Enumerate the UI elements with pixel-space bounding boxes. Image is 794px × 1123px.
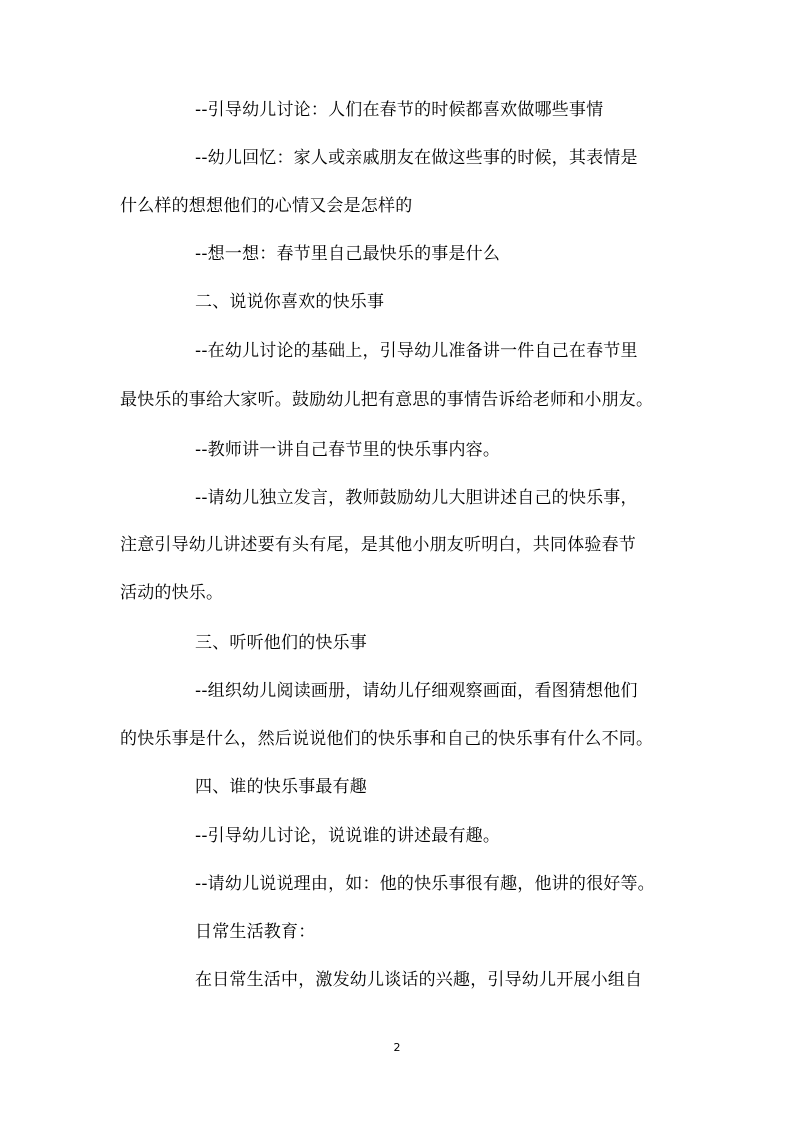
paragraph-line: --引导幼儿讨论：人们在春节的时候都喜欢做哪些事情 [195, 100, 604, 120]
section-heading: 日常生活教育： [195, 922, 316, 942]
paragraph-line: --想一想：春节里自己最快乐的事是什么 [195, 244, 501, 264]
paragraph-line: --在幼儿讨论的基础上，引导幼儿准备讲一件自己在春节里 [195, 341, 638, 361]
paragraph-line: 在日常生活中，激发幼儿谈话的兴趣，引导幼儿开展小组自 [195, 970, 643, 990]
paragraph-line: 什么样的想想他们的心情又会是怎样的 [120, 196, 413, 216]
paragraph-line: --教师讲一讲自己春节里的快乐事内容。 [195, 440, 501, 460]
paragraph-line: 活动的快乐。 [120, 583, 224, 603]
paragraph-line: 最快乐的事给大家听。鼓励幼儿把有意思的事情告诉给老师和小朋友。 [120, 390, 654, 410]
paragraph-line: --请幼儿独立发言，教师鼓励幼儿大胆讲述自己的快乐事， [195, 488, 638, 508]
paragraph-line: 的快乐事是什么，然后说说他们的快乐事和自己的快乐事有什么不同。 [120, 729, 654, 749]
paragraph-line: --请幼儿说说理由，如：他的快乐事很有趣，他讲的很好等。 [195, 874, 655, 894]
paragraph-line: --引导幼儿讨论，说说谁的讲述最有趣。 [195, 826, 501, 846]
paragraph-line: --组织幼儿阅读画册，请幼儿仔细观察画面，看图猜想他们 [195, 681, 638, 701]
paragraph-line: 注意引导幼儿讲述要有头有尾，是其他小朋友听明白，共同体验春节 [120, 535, 636, 555]
page-number: 2 [393, 1041, 401, 1054]
section-heading: 二、说说你喜欢的快乐事 [195, 292, 385, 312]
section-heading: 四、谁的快乐事最有趣 [195, 777, 367, 797]
paragraph-line: --幼儿回忆：家人或亲戚朋友在做这些事的时候，其表情是 [195, 148, 638, 168]
section-heading: 三、听听他们的快乐事 [195, 633, 367, 653]
